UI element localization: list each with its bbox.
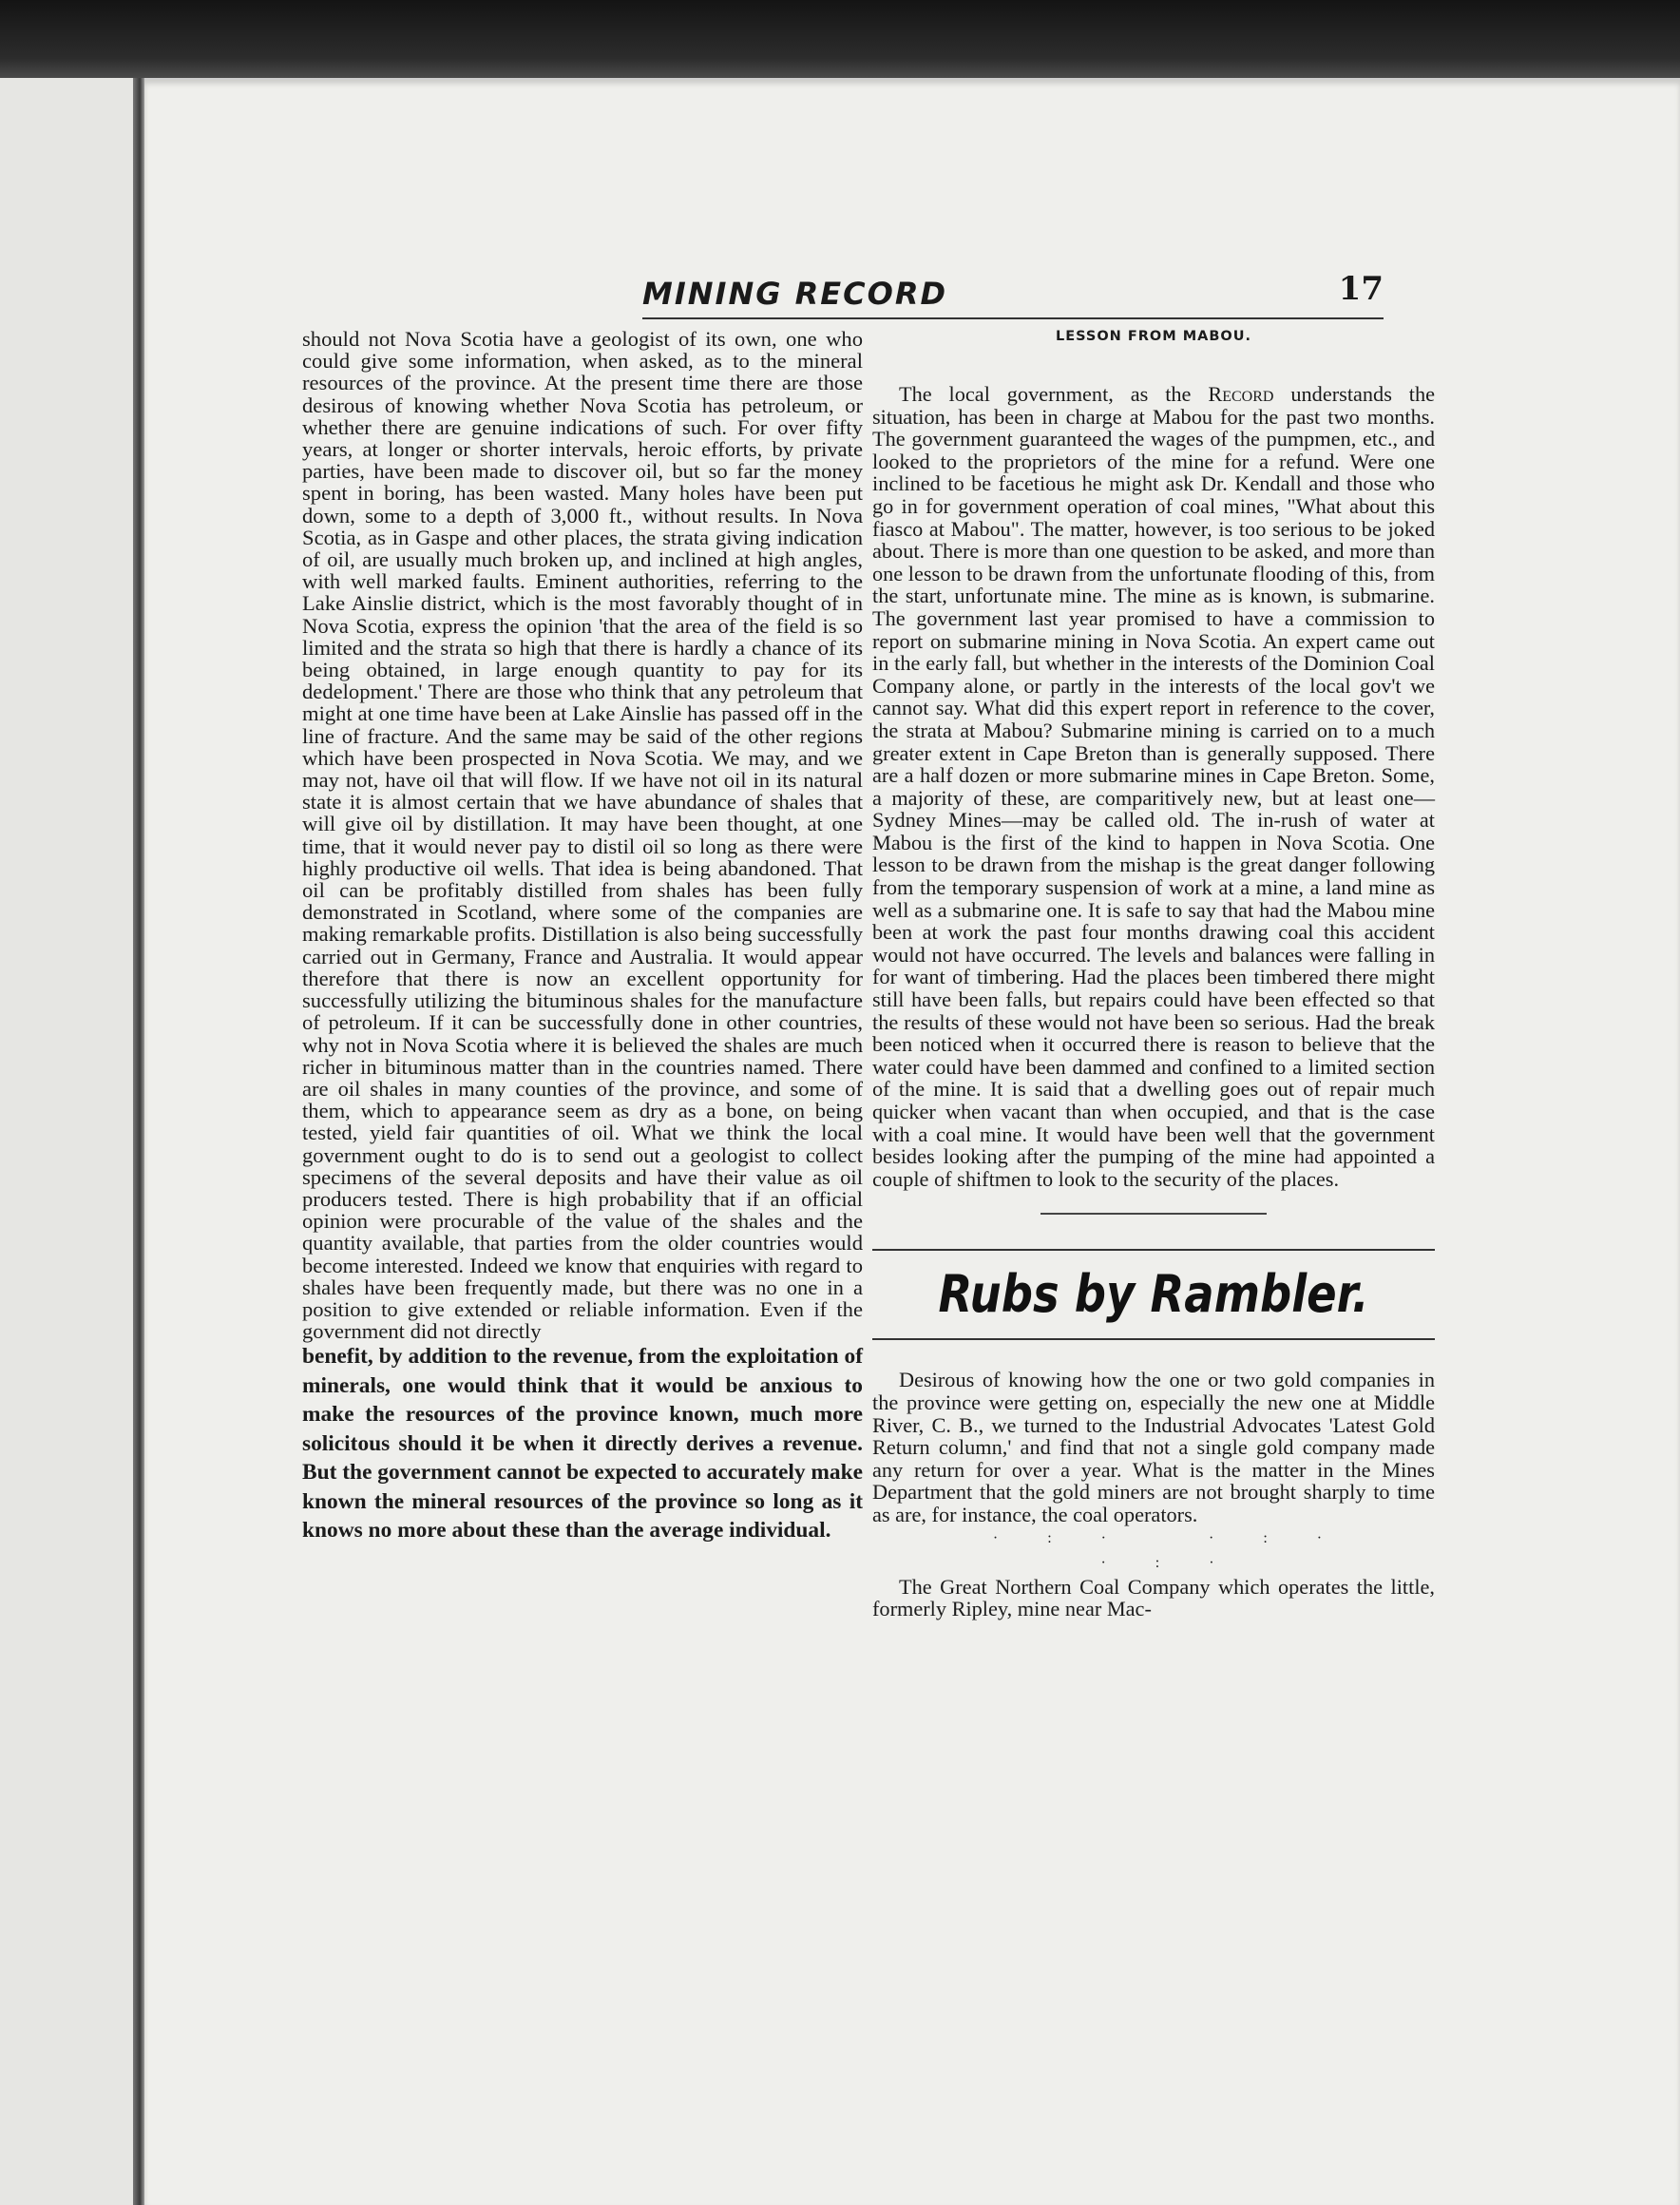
mabou-text-rest: understands the situation, has been in charge at Mabou for the past two months. The government guaranteed the wages of the pumpmen, etc., and looked to the proprietors of the mine for a refund. Were one inclined to be facetious he might ask Dr. Kendall and those who go in for government operation of coal mines, "What about this fiasco at Mabou". The matter, however, is too serious to be joked about. There is more than one question to be asked, and more than one lesson to be drawn from the unfortunate flooding of this, from the start, unfortunate mine. The mine as is known, is submarine. The government last year promised to have a commission to report on submarine mining in Nova Scotia. An expert came out in the early fall, but whether in the interests of the Dominion Coal Company alone, or partly in the interests of the local gov't we cannot say. What did this expert report in reference to the cover, the strata at Mabou? Submarine mining is carried on to a much greater extent in Cape Breton than is generally supposed. There are a half dozen or more submarine mines in Cape Breton. Some, a majority of these, are comparitively new, but at least one—Sydney Mines—may be called old. The in-rush of water at Mabou is the first of the kind to happen in Nova Scotia. One lesson to be drawn from the mishap is the great danger following from the temporary suspension of work at a mine, a land mine as well as a submarine one. It is safe to say that had the Mabou mine been at work the past four months drawing coal this accident would not have occurred. The levels and balances were falling in for want of timbering. Had the places been timbered there might still have been falls, but repairs could have been effected so that the results of these would not have been so serious. Had the break been noticed when it occurred there is reason to believe that the water could have been dammed and confined to a limited section of the mine. It is said that a dwelling goes out of repair much quicker when vacant than when occupied, and that is the case with a coal mine. It would have been well that the government besides looking after the pumping of the mine had appointed a couple of shiftmen to look to the security of the places.	[872, 382, 1436, 1191]
left-column	[302, 328, 863, 1545]
mabou-article-body	[872, 383, 1435, 1190]
right-column	[872, 328, 1435, 1620]
page-number: 17	[1338, 270, 1384, 308]
left-column-paragraph: should not Nova Scotia have a geologist of its own, one who could give some information, when asked, as to the mineral resources of the province. At the present time there are those desirous of knowing whether Nova Scotia has petroleum, or whether there are genuine indications of such. For over fifty years, at longer or shorter intervals, heroic efforts, by private parties, have been made to discover oil, but so far the money spent in boring, has been wasted. Many holes have been put down, some to a depth of 3,000 ft., without results. In Nova Scotia, as in Gaspe and other places, the strata giving indication of oil, are usually much broken up, and inclined at high angles, with well marked faults. Eminent authorities, referring to the Lake Ainslie district, which is the most favorably thought of in Nova Scotia, express the opinion 'that the area of the field is so limited and the strata so high that there is hardly a chance of its being obtained, in large enough quantity to pay for its dedelopment.' There are those who think that any petroleum that might at one time have been at Lake Ainslie has passed off in the line of fracture. And the same may be said of the other regions which have been prospected in Nova Scotia. We may, and we may not, have oil that will flow. If we have not oil in its natural state it is almost certain that we have abundance of shales that will give oil by distillation. It may have been thought, at one time, that it would never pay to distil oil so long as there were highly productive oil wells. That idea is being abandoned. That oil can be profitably distilled from shales has been fully demonstrated in Scotland, where some of the companies are making remarkable profits. Distillation is also being successfully carried out in Germany, France and Australia. It would appear therefore that there is now an excellent opportunity for successfully utilizing the bituminous shales for the manufacture of petroleum. If it can be successfully done in other countries, why not in Nova Scotia where it is believed the shales are much richer in bituminous matter than in the countries named. There are oil shales in many counties of the province, and some of them, which to appearance seem as dry as a bone, on being tested, yield fair quantities of oil. What we think the local government ought to do is to send out a geologist to collect specimens of the several deposits and have their value as oil producers tested. There is high probability that if an official opinion were procurable of the value of the shales and the quantity available, that parties from the older countries would become interested. Indeed we know that enquiries with regard to shales have been frequently made, but there was no one in a position to give extended or reliable information. Even if the government did not directly	[302, 327, 863, 1344]
section-ornament: ·:· ·:· ·:·	[992, 1529, 1372, 1571]
masthead-title: MINING RECORD	[642, 276, 948, 312]
scan-top-edge	[0, 0, 1680, 78]
facing-page-edge	[0, 78, 133, 2205]
page-header	[642, 270, 1384, 319]
mabou-article-title: LESSON FROM MABOU.	[1055, 329, 1252, 344]
record-word: Record	[1208, 382, 1274, 406]
book-spine	[133, 78, 144, 2205]
left-column-tail-paragraph: benefit, by addition to the revenue, from the exploitation of minerals, one would think that it would be anxious to make the resources of the province known, much more solicitous should it be when it directly derives a revenue. But the government cannot be expected to accurately make known the mineral resources of the province so long as it knows no more about these than the average individual.	[302, 1344, 863, 1544]
rambler-body	[872, 1369, 1435, 1620]
rambler-title-text: Rubs by Rambler.	[938, 1264, 1369, 1325]
rambler-heading	[911, 1251, 1395, 1338]
rambler-paragraph-2: The Great Northern Coal Company which operates the little, formerly Ripley, mine near Mac-	[872, 1574, 1435, 1621]
mabou-text-start: The local government, as the	[899, 382, 1192, 406]
mabou-article-paragraph	[872, 383, 1435, 1190]
rambler-paragraph-1: Desirous of knowing how the one or two gold companies in the province were getting on, especially the new one at Middle River, C. B., we turned to the Industrial Advocates 'Latest Gold Return column,' and find that not a single gold company made any return for over a year. What is the matter in the Mines Department that the gold miners are not brought sharply to time as are, for instance, the coal operators.	[872, 1368, 1435, 1526]
